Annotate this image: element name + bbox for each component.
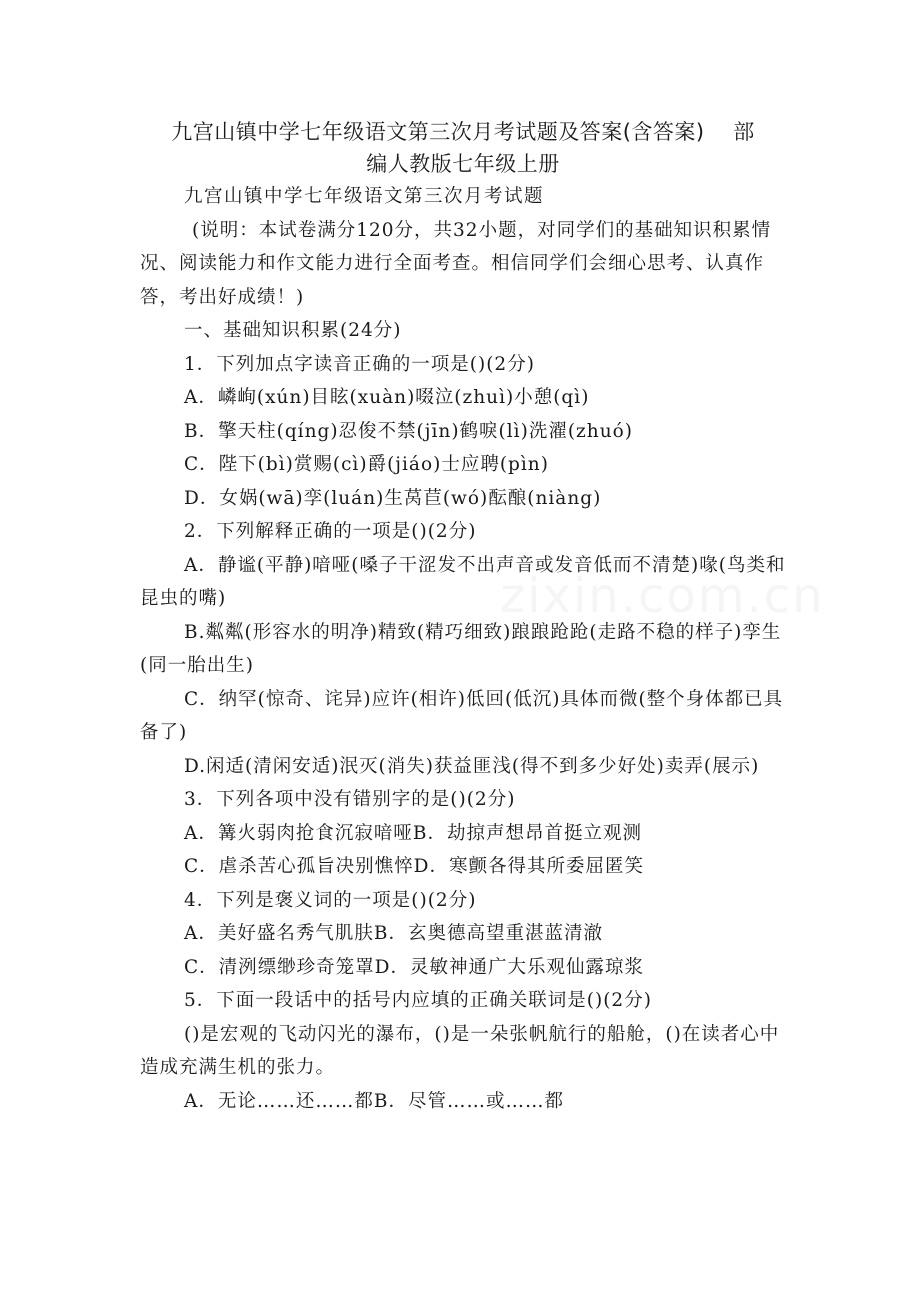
question-4-options-cd: C．清洌缥缈珍奇笼罩D．灵敏神通广大乐观仙露琼浆 bbox=[184, 956, 644, 978]
document-body bbox=[140, 180, 786, 1118]
exam-instructions: (说明：本试卷满分120分，共32小题，对同学们的基础知识积累情况、阅读能力和作文能力进行全面考查。相信同学们会细心思考、认真作答，考出好成绩！) bbox=[140, 219, 772, 308]
question-2-option-a: A．静谧(平静)喑哑(嗓子干涩发不出声音或发音低而不清楚)喙(鸟类和昆虫的嘴) bbox=[140, 554, 786, 609]
question-1-option-b: B．擎天柱(qíng)忍俊不禁(jīn)鹤唳(lì)洗濯(zhuó) bbox=[184, 420, 633, 442]
question-5-passage: ()是宏观的飞动闪光的瀑布，()是一朵张帆航行的船舱，()在读者心中造成充满生机的张力。 bbox=[140, 1023, 780, 1078]
question-1-option-d: D．女娲(wā)孪(luán)生莴苣(wó)酝酿(niàng) bbox=[184, 487, 602, 509]
section-heading: 一、基础知识积累(24分) bbox=[184, 320, 402, 341]
question-2-option-b: B.粼粼(形容水的明净)精致(精巧细致)踉踉跄跄(走路不稳的样子)孪生(同一胎出生) bbox=[140, 621, 782, 676]
question-4: 4．下列是褒义词的一项是()(2分) bbox=[184, 889, 477, 911]
question-3-options-ab: A．篝火弱肉抢食沉寂喑哑B．劫掠声想昂首挺立观测 bbox=[184, 822, 642, 844]
question-1-option-c: C．陛下(bì)赏赐(cì)爵(jiáo)士应聘(pìn) bbox=[184, 454, 549, 475]
question-5: 5．下面一段话中的括号内应填的正确关联词是()(2分) bbox=[184, 990, 652, 1011]
question-3-options-cd: C．虐杀苦心孤旨决别憔悴D．寒颤各得其所委屈匿笑 bbox=[184, 856, 644, 877]
question-5-options-ab: A．无论……还……都B．尽管……或……都 bbox=[184, 1090, 564, 1112]
question-1-option-a: A．嶙峋(xún)目眩(xuàn)啜泣(zhuì)小憩(qì) bbox=[184, 387, 590, 408]
question-2: 2．下列解释正确的一项是()(2分) bbox=[184, 521, 477, 542]
title-line-2: 编人教版七年级上册 bbox=[366, 152, 560, 176]
question-2-option-d: D.闲适(清闲安适)泯灭(消失)获益匪浅(得不到多少好处)卖弄(展示) bbox=[184, 755, 760, 777]
title-line-1: 九宫山镇中学七年级语文第三次月考试题及答案(含答案) 部 bbox=[171, 120, 755, 144]
question-2-option-c: C．纳罕(惊奇、诧异)应许(相许)低回(低沉)具体而微(整个身体都已具备了) bbox=[140, 688, 784, 743]
question-3: 3．下列各项中没有错别字的是()(2分) bbox=[184, 789, 516, 810]
question-4-options-ab: A．美好盛名秀气肌肤B．玄奥德高望重湛蓝清澈 bbox=[184, 923, 603, 944]
question-1: 1．下列加点字读音正确的一项是()(2分) bbox=[184, 353, 535, 375]
document-title bbox=[140, 116, 786, 180]
exam-subtitle: 九宫山镇中学七年级语文第三次月考试题 bbox=[184, 186, 545, 207]
watermark: zixin.com.cn bbox=[500, 568, 825, 624]
